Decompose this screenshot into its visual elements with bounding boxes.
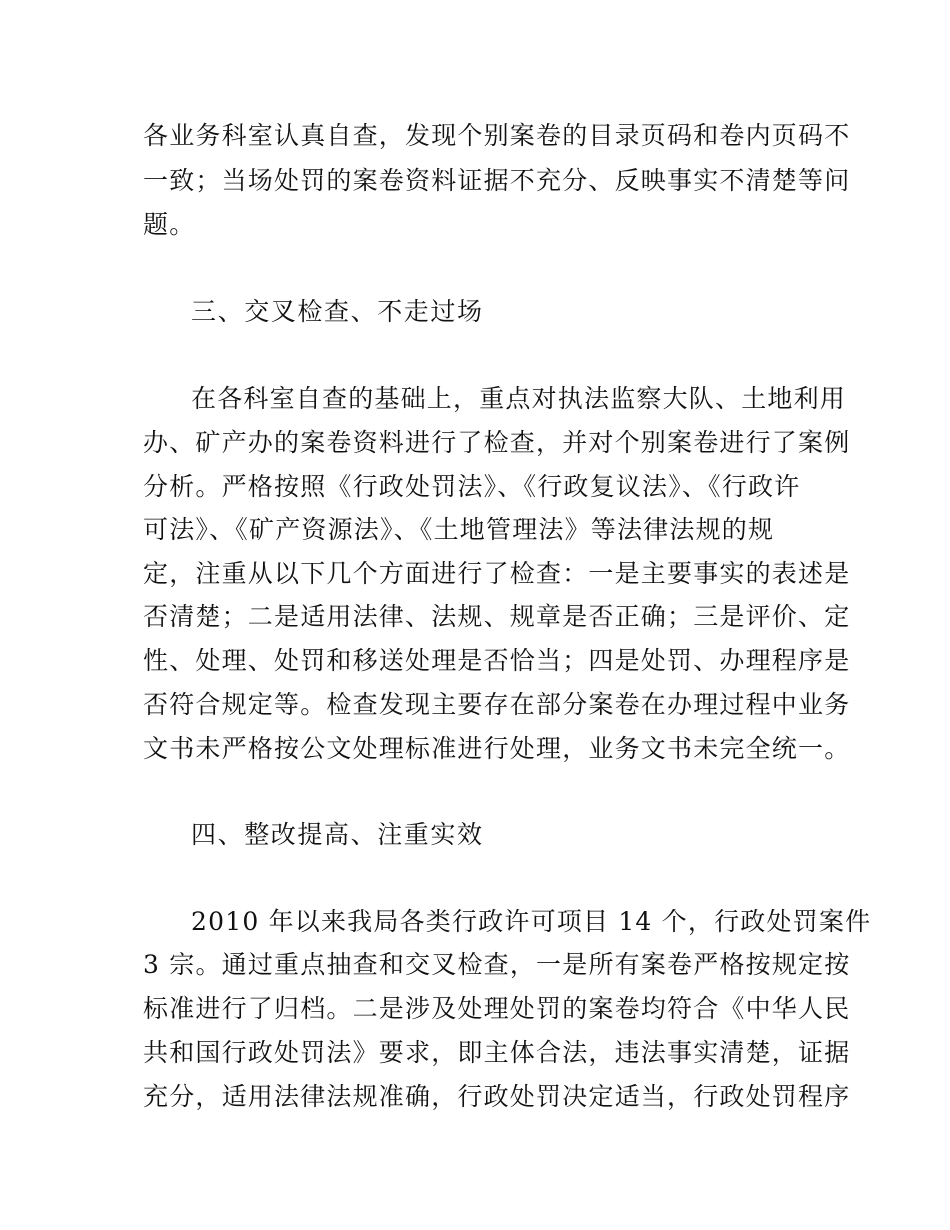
paragraph-2-line-8: 否符合规定等。检查发现主要存在部分案卷在办理过程中业务 xyxy=(143,690,851,719)
paragraph-3-line-3: 标准进行了归档。二是涉及处理处罚的案卷均符合《中华人民 xyxy=(143,994,851,1023)
section-heading-4: 四、整改提高、注重实效 xyxy=(191,820,484,849)
paragraph-2-line-4: 可法》、《矿产资源法》、《土地管理法》等法律法规的规 xyxy=(143,515,775,544)
paragraph-3-line-1: 2010 年以来我局各类行政许可项目 14 个，行政处罚案件 xyxy=(191,907,872,936)
paragraph-3-line-2: 3 宗。通过重点抽查和交叉检查，一是所有案卷严格按规定按 xyxy=(143,950,851,979)
paragraph-2-line-6: 否清楚；二是适用法律、法规、规章是否正确；三是评价、定 xyxy=(143,602,851,631)
paragraph-2-line-1: 在各科室自查的基础上，重点对执法监察大队、土地利用 xyxy=(191,384,847,413)
paragraph-3-line-5: 充分，适用法律法规准确，行政处罚决定适当，行政处罚程序 xyxy=(143,1082,851,1111)
paragraph-1-line-1: 各业务科室认真自查，发现个别案卷的目录页码和卷内页码不 xyxy=(143,121,851,150)
section-heading-3: 三、交叉检查、不走过场 xyxy=(191,297,484,326)
paragraph-2-line-2: 办、矿产办的案卷资料进行了检查，并对个别案卷进行了案例 xyxy=(143,428,851,457)
paragraph-2-line-3: 分析。严格按照《行政处罚法》、《行政复议法》、《行政许 xyxy=(143,472,801,501)
paragraph-3-line-4: 共和国行政处罚法》要求，即主体合法，违法事实清楚，证据 xyxy=(143,1038,851,1067)
paragraph-2-line-9: 文书未严格按公文处理标准进行处理，业务文书未完全统一。 xyxy=(143,734,851,763)
paragraph-1-line-3: 题。 xyxy=(143,210,196,239)
paragraph-1-line-2: 一致；当场处罚的案卷资料证据不充分、反映事实不清楚等问 xyxy=(143,166,851,195)
paragraph-2-line-5: 定，注重从以下几个方面进行了检查：一是主要事实的表述是 xyxy=(143,559,851,588)
paragraph-2-line-7: 性、处理、处罚和移送处理是否恰当；四是处罚、办理程序是 xyxy=(143,646,851,675)
